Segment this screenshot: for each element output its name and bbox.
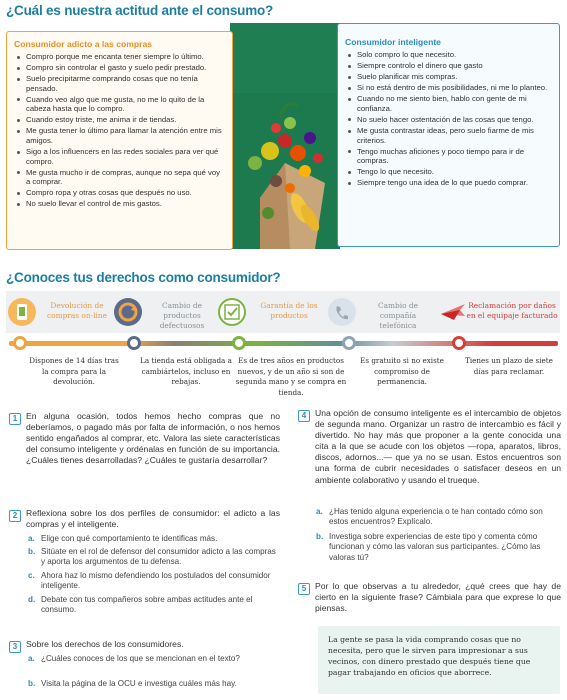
sub-text: Visita la página de la OCU e investiga cuáles más hay. <box>41 679 237 688</box>
right-note: Es gratuito si no existe compromiso de permanencia. <box>360 356 444 386</box>
list-item: Sigo a los influencers en las redes sociales para ver qué compro. <box>14 147 226 166</box>
sub-text: Ahora haz lo mismo defendiendo los postulados del consumidor inteligente. <box>41 571 271 591</box>
list-item: Me gusta tener lo último para llamar la atención entre mis amigos. <box>14 126 226 145</box>
timeline-node <box>452 336 466 350</box>
right-note: La tienda está obligada a cambiártelos, incluso en rebajas. <box>140 356 232 386</box>
right-label: Reclamación por daños en el equipaje facturado <box>466 301 558 320</box>
sub-text: ¿Has tenido alguna experiencia o te han contado cómo son estos encuentros? Explícalo. <box>329 507 543 527</box>
sub-letter: b. <box>316 532 324 541</box>
right-note: Dispones de 14 días tras la compra para la devolución. <box>29 356 119 386</box>
list-item: Suelo planificar mis compras. <box>345 72 553 82</box>
exchange-arrows-icon <box>114 298 142 326</box>
addict-list <box>14 52 226 209</box>
activity-3-text: Sobre los derechos de los consumidores. <box>26 639 184 649</box>
list-item: Cuando no me siento bien, hablo con gente de mi confianza. <box>345 94 553 113</box>
activity-number: 2 <box>9 510 21 522</box>
list-item: Me gusta mucho ir de compras, aunque no sepa qué voy a comprar. <box>14 168 226 187</box>
activity-subitem <box>316 532 561 563</box>
sub-text: Elige con qué comportamiento te identificas más. <box>41 534 218 543</box>
activity-subitem <box>316 507 561 528</box>
sub-text: Debate con tus compañeros sobre ambas actitudes ante el consumo. <box>41 595 253 615</box>
activity-number: 1 <box>9 413 21 425</box>
sub-text: Investiga sobre experiencias de este tipo y comenta cómo funcionan y cómo las valoran sus participantes. ¿Cómo las valoras tú? <box>329 532 541 562</box>
activity-4-text: Una opción de consumo inteligente es el intercambio de objetos de segunda mano. Organizar un rastro de intercambio es fácil y divertido. No hay más que proponer a la gente conocida una cita a la que se acude con los objetos —ropa, aparatos, libros, discos, adornos...— que ya no se usan. Estos encuentros son una forma de cubrir necesidades o satisfacer deseos en un ambiente colaborativo y usando el trueque. <box>315 408 561 485</box>
list-item: Cuando estoy triste, me anima ir de tiendas. <box>14 115 226 125</box>
list-item: Tengo muchas aficiones y poco tiempo para ir de compras. <box>345 147 553 166</box>
activity-5-text: Por lo que observas a tu alrededor, ¿qué crees que hay de cierto en la siguiente frase? Cámbiala para que exprese lo que piensas. <box>315 581 561 614</box>
smart-list <box>345 50 553 188</box>
list-item: Me gusta contrastar ideas, pero suelo fiarme de mis criterios. <box>345 126 553 145</box>
sub-letter: b. <box>28 547 36 556</box>
activity-2-text: Reflexiona sobre los dos perfiles de consumidor: el adicto a las compras y el inteligente. <box>26 508 280 530</box>
right-label: Garantía de los productos <box>260 301 318 320</box>
list-item: Compro sin controlar el gasto y suelo pedir prestado. <box>14 63 226 73</box>
activity-subitem <box>28 654 280 664</box>
sub-letter: b. <box>28 679 36 688</box>
airplane-icon <box>438 296 466 324</box>
sub-letter: a. <box>316 507 323 516</box>
list-item: Suelo precipitarme comprando cosas que no tenía pensado. <box>14 74 226 93</box>
sub-letter: d. <box>28 595 36 604</box>
activity-subitem <box>28 679 280 689</box>
section-title-rights: ¿Conoces tus derechos como consumidor? <box>6 270 281 285</box>
activity-subitem <box>28 534 280 544</box>
activity-number: 3 <box>9 641 21 653</box>
list-item: Compro ropa y otras cosas que después no uso. <box>14 188 226 198</box>
activity-subitem <box>28 547 280 568</box>
checkmark-icon <box>218 298 246 326</box>
phone-app-icon <box>8 298 36 326</box>
addict-box-title: Consumidor adicto a las compras <box>14 39 153 49</box>
right-note: Tienes un plazo de siete días para reclamar. <box>465 356 553 376</box>
quote-box: La gente se pasa la vida comprando cosas que no necesita, pero que le sirven para impresionar a sus vecinos, con dinero prestado que después tiene que pagar trabajando en oficios que aborrece. <box>318 626 560 694</box>
activity-number: 4 <box>298 410 310 422</box>
list-item: Siempre controlo el dinero que gasto <box>345 61 553 71</box>
addict-consumer-box <box>6 31 233 250</box>
right-note: Es de tres años en productos nuevos, y de un año si son de segunda mano y se compra en tienda. <box>235 356 347 397</box>
activity-subitem <box>28 595 280 616</box>
produce-photo <box>230 23 340 249</box>
timeline-node <box>13 336 27 350</box>
activity-subitem <box>28 571 280 592</box>
list-item: No suelo hacer ostentación de las cosas que tengo. <box>345 115 553 125</box>
list-item: Siempre tengo una idea de lo que puedo comprar. <box>345 178 553 188</box>
sub-text: ¿Cuáles conoces de los que se mencionan en el texto? <box>41 654 240 663</box>
timeline-node <box>342 336 356 350</box>
smart-box-title: Consumidor inteligente <box>345 37 441 47</box>
timeline-node <box>127 336 141 350</box>
phone-handset-icon <box>328 298 356 326</box>
sub-text: Sitúate en el rol de defensor del consumidor adicto a las compras y aporta los argumentos de tu defensa. <box>41 547 276 567</box>
sub-letter: a. <box>28 654 35 663</box>
list-item: Compro porque me encanta tener siempre lo último. <box>14 52 226 62</box>
produce-illustration <box>230 23 340 249</box>
right-label: Cambio de compañía telefónica <box>377 301 419 330</box>
sub-letter: c. <box>28 571 35 580</box>
list-item: Tengo lo que necesito. <box>345 167 553 177</box>
list-item: Si no está dentro de mis posibilidades, ni me lo planteo. <box>345 83 553 93</box>
rights-timeline <box>9 341 558 346</box>
smart-consumer-box <box>337 23 560 247</box>
right-label: Devolución de compras on-line <box>47 301 107 320</box>
section-title-consumption: ¿Cuál es nuestra actitud ante el consumo? <box>6 3 274 18</box>
sub-letter: a. <box>28 534 35 543</box>
right-label: Cambio de productos defectuosos <box>159 301 205 330</box>
activity-1-text: En alguna ocasión, todos hemos hecho compras que no deberíamos, o pagado más por falta de información, o nos hemos sentido engañados al comprar, etc. Valora las siete características del consumo inteligente y ordénalas en función de su importancia. ¿Cuáles tienes desarrolladas? ¿Cuáles te gustaría desarrollar? <box>26 411 280 466</box>
list-item: No suelo llevar el control de mis gastos. <box>14 199 226 209</box>
activity-number: 5 <box>298 583 310 595</box>
list-item: Cuando veo algo que me gusta, no me lo quito de la cabeza hasta que lo compro. <box>14 95 226 114</box>
list-item: Solo compro lo que necesito. <box>345 50 553 60</box>
timeline-node <box>232 336 246 350</box>
